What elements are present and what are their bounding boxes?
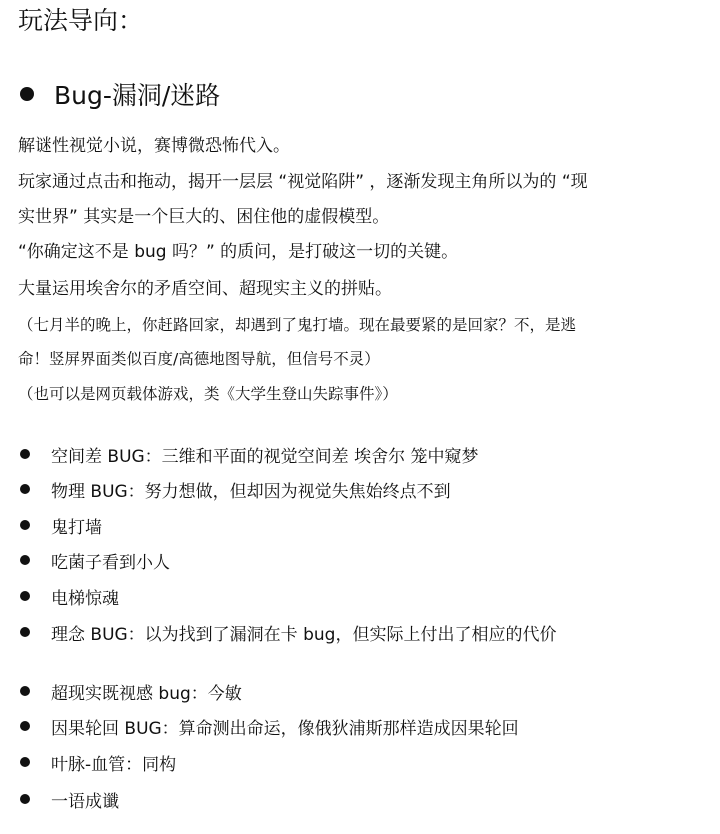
list-item bbox=[20, 476, 451, 502]
bullet-dot-icon bbox=[20, 484, 30, 494]
list-item bbox=[20, 512, 102, 538]
bullet-dot-icon bbox=[20, 686, 30, 696]
page-heading: 玩法导向： bbox=[18, 6, 144, 35]
list-item-text: 空间差 BUG：三维和平面的视觉空间差 埃舍尔 笼中窥梦 bbox=[51, 446, 479, 467]
list-item-text: 鬼打墙 bbox=[51, 517, 102, 538]
list-item bbox=[20, 786, 119, 812]
intro-line-1: 解谜性视觉小说，赛博微恐怖代入。 bbox=[18, 136, 290, 156]
list-item-text: 电梯惊魂 bbox=[51, 588, 119, 609]
bullet-dot-icon bbox=[20, 555, 30, 565]
list-item-text: 因果轮回 BUG：算命测出命运，像俄狄浦斯那样造成因果轮回 bbox=[51, 718, 519, 739]
list-item bbox=[20, 547, 170, 573]
list-item bbox=[20, 441, 479, 467]
list-item bbox=[20, 749, 176, 775]
list-item bbox=[20, 619, 556, 645]
bullet-dot-icon bbox=[20, 591, 30, 601]
note-line-3: （也可以是网页载体游戏，类《大学生登山失踪事件》） bbox=[18, 385, 398, 403]
intro-line-2: 玩家通过点击和拖动，揭开一层层 “视觉陷阱” ，逐渐发现主角所以为的 “现 bbox=[18, 172, 588, 192]
list-item-text: 理念 BUG：以为找到了漏洞在卡 bug，但实际上付出了相应的代价 bbox=[51, 624, 557, 645]
list-item-text: 吃菌子看到小人 bbox=[51, 552, 170, 573]
note-line-1: （七月半的晚上，你赶路回家，却遇到了鬼打墙。现在最要紧的是回家？不，是逃 bbox=[18, 316, 577, 334]
section-title-text: Bug-漏洞/迷路 bbox=[54, 81, 221, 110]
list-item-text: 超现实既视感 bug：今敏 bbox=[51, 683, 242, 704]
bullet-dot-icon bbox=[20, 721, 30, 731]
list-item-text: 一语成谶 bbox=[51, 791, 119, 812]
bullet-dot-icon bbox=[20, 520, 30, 530]
intro-line-5: 大量运用埃舍尔的矛盾空间、超现实主义的拼贴。 bbox=[18, 279, 392, 299]
intro-line-4: “你确定这不是 bug 吗？” 的质问，是打破这一切的关键。 bbox=[18, 242, 459, 262]
intro-line-3: 实世界” 其实是一个巨大的、困住他的虚假模型。 bbox=[18, 207, 390, 227]
list-item-text: 叶脉-血管：同构 bbox=[51, 754, 177, 775]
list-item-text: 物理 BUG：努力想做，但却因为视觉失焦始终点不到 bbox=[51, 481, 451, 502]
bullet-dot-icon bbox=[20, 794, 30, 804]
note-line-2: 命！竖屏界面类似百度/高德地图导航，但信号不灵） bbox=[18, 350, 380, 368]
bullet-dot-icon bbox=[20, 449, 30, 459]
bullet-dot-icon bbox=[20, 87, 34, 101]
section-title bbox=[18, 74, 220, 114]
list-item bbox=[20, 678, 242, 704]
list-item bbox=[20, 583, 119, 609]
bullet-dot-icon bbox=[20, 757, 30, 767]
bullet-dot-icon bbox=[20, 627, 30, 637]
list-item bbox=[20, 713, 519, 739]
